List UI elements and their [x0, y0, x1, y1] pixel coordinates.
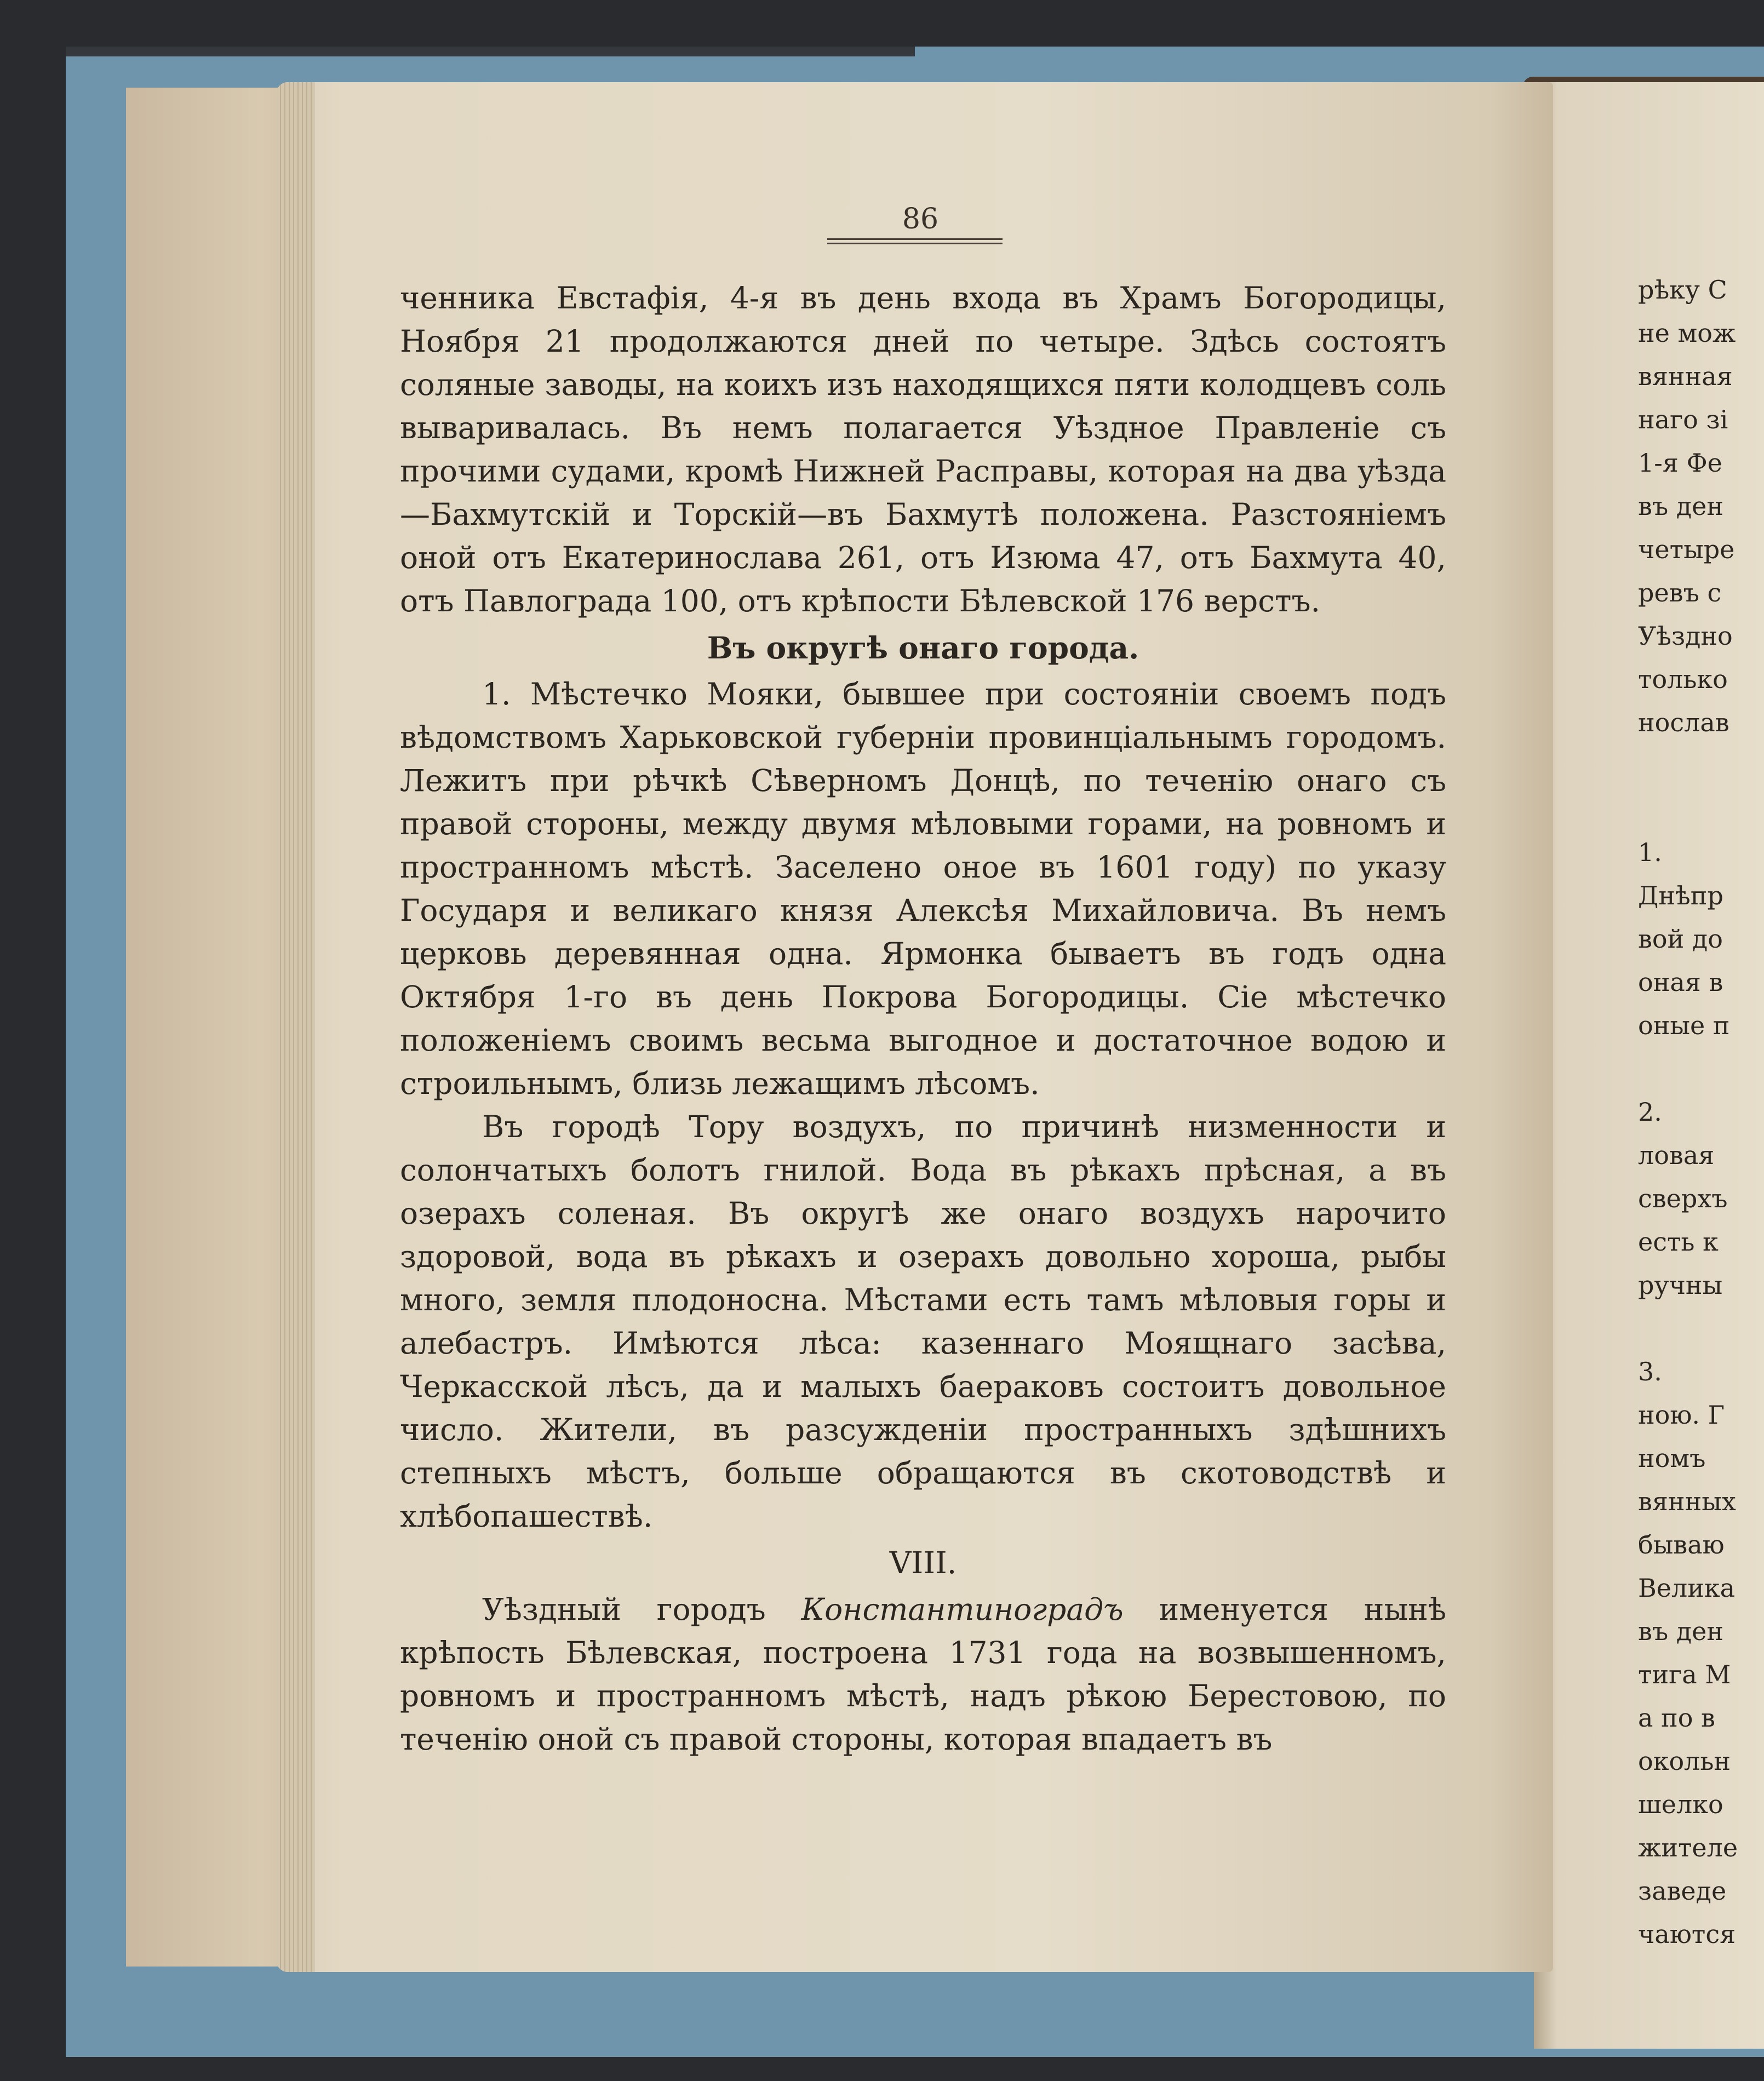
konst-pre: Уѣздный городъ	[482, 1592, 801, 1627]
right-page-line	[1638, 1307, 1764, 1350]
right-page-line: наго зі	[1638, 405, 1728, 434]
page-number: 86	[902, 203, 939, 236]
right-page-line: сверхъ	[1638, 1184, 1728, 1213]
right-page-line: не мож	[1638, 318, 1736, 348]
right-page-line: 1.	[1638, 838, 1662, 867]
left-page-text	[400, 277, 1446, 1761]
paragraph-moyaki: 1. Мѣстечко Мояки, бывшее при состояніи своемъ подъ вѣдомствомъ Харьковской губерніи провинціальнымъ городомъ. Лежитъ при рѣчкѣ Сѣверномъ Донцѣ, по теченію онаго съ правой стороны, между двумя мѣловыми горами, на ровномъ и пространномъ мѣстѣ. Заселено оное въ 1601 году) по указу Государя и великаго князя Алексѣя Михайловича. Въ немъ церковь деревянная одна. Ярмонка бываетъ въ годъ одна Октября 1-го въ день Покрова Богородицы. Сіе мѣстечко положеніемъ своимъ весьма выгодное и достаточное водою и строильнымъ, близь лежащимъ лѣсомъ.	[400, 677, 1446, 1101]
right-page-line: чаются	[1638, 1919, 1736, 1949]
heading-okruge: Въ округѣ онаго города.	[707, 630, 1139, 666]
right-page-line: бываю	[1638, 1530, 1725, 1560]
right-page-line: въ ден	[1638, 1616, 1723, 1646]
right-page-line: Днѣпр	[1638, 881, 1723, 910]
right-page-line: вянных	[1638, 1487, 1736, 1516]
right-page-line: четыре	[1638, 535, 1735, 564]
right-page-line: 3.	[1638, 1357, 1662, 1386]
page-number-rule	[827, 238, 1003, 244]
right-page-line	[1638, 1047, 1764, 1091]
right-page-line: оная в	[1638, 967, 1723, 997]
right-page-line: 2.	[1638, 1097, 1662, 1127]
right-page-line: въ ден	[1638, 491, 1723, 521]
paragraph-intro: ченника Евстафія, 4-я въ день входа въ Храмъ Богородицы, Ноября 21 продолжаются дней по четыре. Здѣсь состоятъ соляные заводы, на коихъ изъ находящихся пяти колодцевъ соль вываривалась. Въ немъ полагается Уѣздное Правленіе съ прочими судами, кромѣ Нижней Расправы, которая на два уѣзда—Бахмутскій и Торскій—въ Бахмутѣ положена. Разстояніемъ оной отъ Екатеринослава 261, отъ Изюма 47, отъ Бахмута 40, отъ Павлограда 100, отъ крѣпости Бѣлевской 176 верстъ.	[400, 280, 1446, 618]
right-page-line: есть к	[1638, 1227, 1719, 1257]
right-page-line: шелко	[1638, 1790, 1723, 1819]
right-page-line: 1-я Фе	[1638, 448, 1722, 478]
page-edges	[277, 82, 315, 1972]
right-page-line: ревъ с	[1638, 578, 1722, 607]
right-page-line: тига М	[1638, 1660, 1731, 1689]
cover-edge	[66, 47, 915, 56]
right-page-line: вой до	[1638, 924, 1723, 954]
right-page-line: окольн	[1638, 1746, 1731, 1776]
heading-viii: VIII.	[889, 1545, 957, 1580]
right-page-line: жителе	[1638, 1833, 1738, 1862]
right-page-fragments	[1638, 268, 1764, 1956]
right-page-line: заведе	[1638, 1876, 1727, 1906]
right-page-line: только	[1638, 664, 1728, 694]
right-page-line: нослав	[1638, 708, 1729, 737]
right-page-line: ручны	[1638, 1270, 1723, 1300]
right-page-line: рѣку С	[1638, 275, 1727, 305]
right-page-line: ною. Г	[1638, 1400, 1725, 1430]
right-page-line: Велика	[1638, 1573, 1736, 1603]
paragraph-konstantinograd	[400, 1588, 1446, 1761]
konst-city-name: Константиноградъ	[801, 1592, 1124, 1627]
paragraph-tor: Въ городѣ Тору воздухъ, по причинѣ низменности и солончатыхъ болотъ гнилой. Вода въ рѣкахъ прѣсная, а въ озерахъ соленая. Въ округѣ же онаго воздухъ нарочито здоровой, вода въ рѣкахъ и озерахъ довольно хороша, рыбы много, земля плодоносна. Мѣстами есть тамъ мѣловыя горы и алебастръ. Имѣются лѣса: казеннаго Моящнаго засѣва, Черкасской лѣсъ, да и малыхъ баераковъ состоитъ довольное число. Жители, въ разсужденіи пространныхъ здѣшнихъ степныхъ мѣстъ, больше обращаются въ скотоводствѣ и хлѣбопашествѣ.	[400, 1109, 1446, 1534]
right-page-line: оные п	[1638, 1011, 1730, 1040]
right-page-line	[1638, 744, 1764, 788]
right-page-line: Уѣздно	[1638, 621, 1733, 651]
konst-post: именуется нынѣ крѣпость Бѣлевская, построена 1731 года на возвышенномъ, ровномъ и пространномъ мѣстѣ, надъ рѣкою Берестовою, по теченію оной съ правой стороны, которая впадаетъ въ	[400, 1592, 1446, 1757]
right-page-line: ловая	[1638, 1140, 1715, 1170]
right-page-line: а по в	[1638, 1703, 1715, 1733]
right-page-line: номъ	[1638, 1443, 1706, 1473]
right-page-line	[1638, 788, 1764, 831]
right-page-line: вянная	[1638, 362, 1733, 391]
